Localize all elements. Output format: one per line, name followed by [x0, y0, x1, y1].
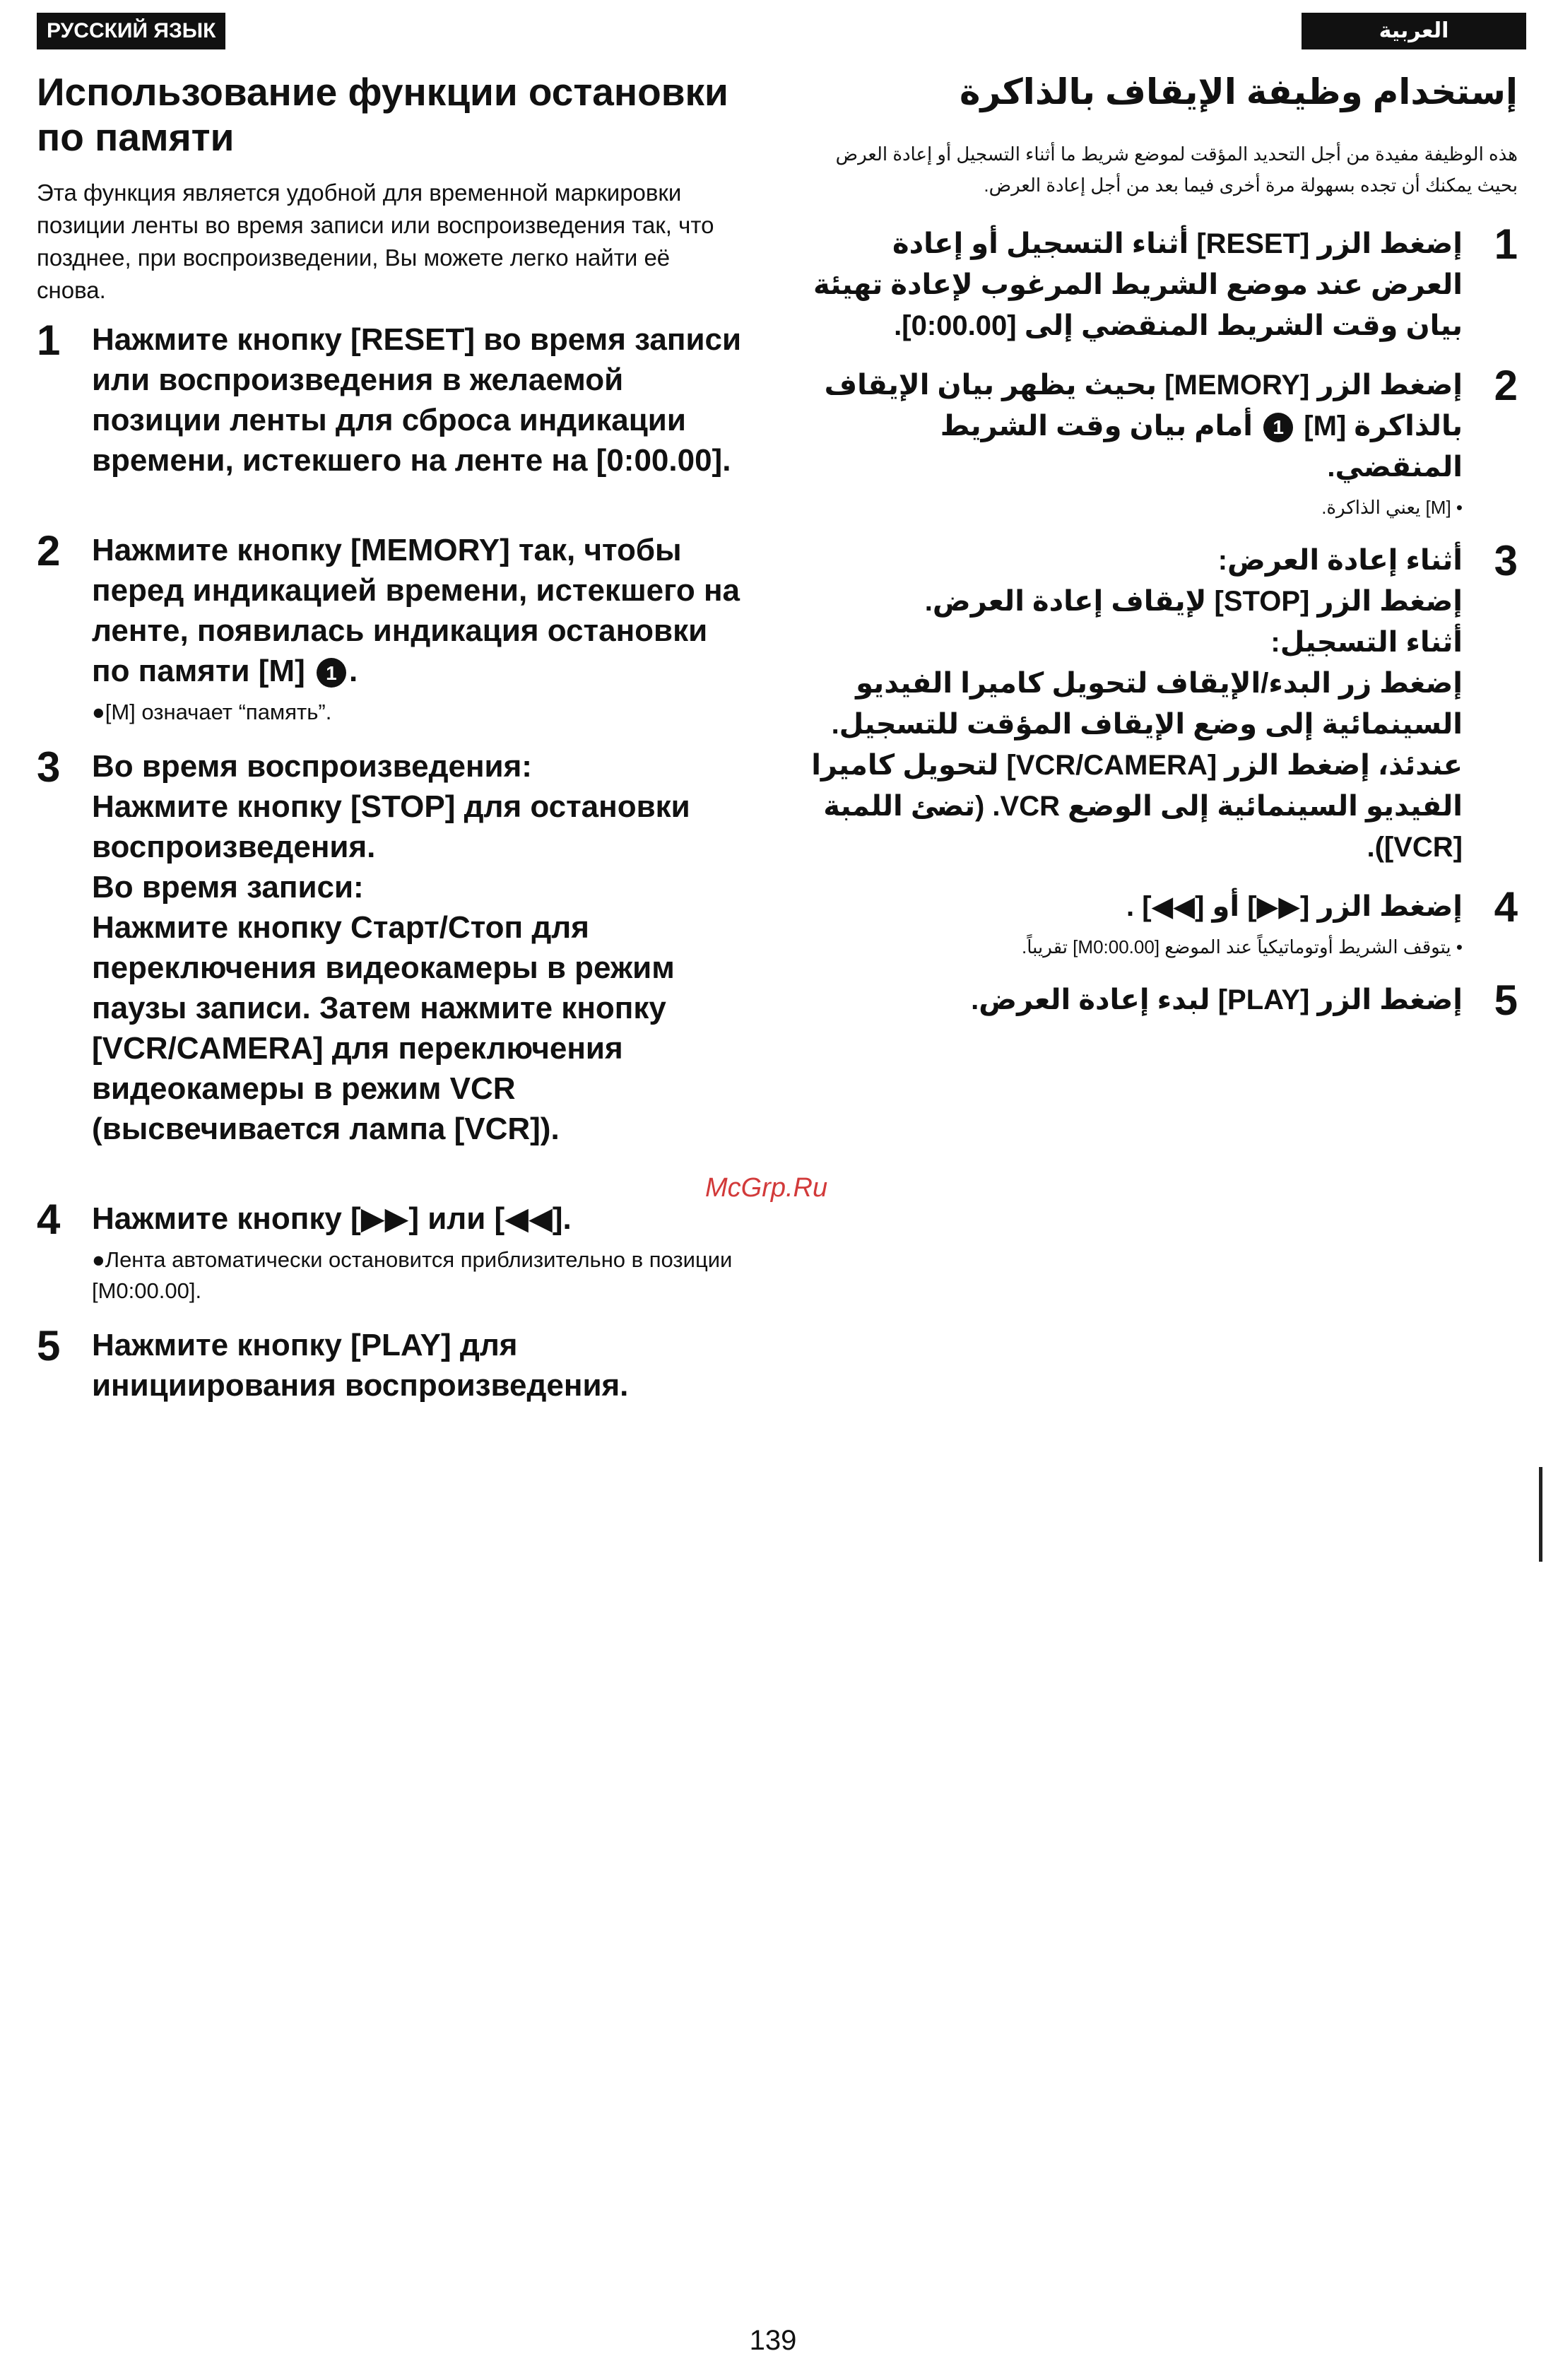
ru-step-number: 4: [37, 1196, 61, 1243]
ar-step-text: أثناء إعادة العرض: إضغط الزر [STOP] لإيقاف إعادة العرض. أثناء التسجيل: إضغط زر البدء/الإيقاف لتحويل كاميرا الفيديو السينمائية إلى وضع الإيقاف المؤقت للتسجيل. عندئذ، إضغط الزر [VCR/CAMERA] لتحويل كاميرا الفيديو السينمائية إلى الوضع VCR. (تضئ اللمبة [VCR]).: [811, 545, 1463, 863]
ar-step-number: 1: [1494, 220, 1518, 268]
ar-step-number: 2: [1494, 362, 1518, 409]
ru-step-number: 5: [37, 1322, 61, 1369]
ru-step-text: Нажмите кнопку [▶▶] или [◀◀].: [92, 1201, 572, 1236]
ar-step-body: [811, 223, 1463, 346]
ar-step-text-after: أمام بيان وقت الشريط المنقضي.: [940, 411, 1463, 483]
arabic-column: [811, 69, 1518, 1040]
ru-step-text: Во время воспроизведения: Нажмите кнопку [STOP] для остановки воспроизведения. Во время записи: Нажмите кнопку Старт/Стоп для переключения видеокамеры в режим паузы записи. Затем нажмите кнопку [VCR/CAMERA] для переключения видеокамеры в режим VCR (высвечивается лампа [VCR]).: [92, 749, 690, 1146]
ar-step-note: • يتوقف الشريط أوتوماتيكياً عند الموضع [M0:00.00] تقريباً.: [1022, 936, 1463, 958]
ru-step-2: [37, 527, 743, 728]
ru-step-note: ●[M] означает “память”.: [92, 700, 332, 724]
watermark: McGrp.Ru: [705, 1173, 828, 1203]
ru-step-number: 1: [37, 317, 61, 364]
ar-step-body: [811, 979, 1463, 1020]
ru-step-note: ●Лента автоматически остановится приблизительно в позиции [M0:00.00].: [92, 1247, 733, 1303]
ru-step-body: [92, 530, 743, 728]
ru-step-text: Нажмите кнопку [MEMORY] так, чтобы перед индикацией времени, истекшего на ленте, появилась индикация остановки по памяти [M] 1 .: [92, 533, 740, 688]
arabic-intro: هذه الوظيفة مفيدة من أجل التحديد المؤقت لموضع شريط ما أثناء التسجيل أو إعادة العرض بحيث يمكنك أن تجده بسهولة مرة أخرى فيما بعد من أجل إعادة العرض.: [835, 143, 1518, 196]
ru-step-1: [37, 319, 743, 481]
ru-step-4: [37, 1198, 743, 1307]
ru-step-body: [92, 1325, 743, 1406]
ru-step-number: 3: [37, 743, 61, 791]
russian-intro: Эта функция является удобной для временной маркировки позиции ленты во время записи или воспроизведения так, что позднее, при воспроизведении, Вы можете легко найти её снова.: [37, 179, 714, 303]
ar-step-5: [811, 979, 1518, 1022]
ar-step-3: [811, 537, 1518, 868]
ru-step-body: [92, 319, 743, 481]
ru-step-body: [92, 1198, 743, 1307]
ar-step-body: [811, 886, 1463, 961]
ru-step-text: Нажмите кнопку [RESET] во время записи или воспроизведения в желаемой позиции ленты для сброса индикации времени, истекшего на ленте на [0:00.00].: [92, 322, 742, 478]
language-badge-russian: РУССКИЙ ЯЗЫК: [37, 13, 225, 49]
page-number: 139: [749, 2325, 797, 2356]
ru-step-number: 2: [37, 527, 61, 575]
ar-step-body: [811, 540, 1463, 868]
russian-title: Использование функции остановки по памяти: [37, 70, 728, 159]
ar-step-2: [811, 362, 1518, 522]
ar-step-text: إضغط الزر [PLAY] لبدء إعادة العرض.: [971, 984, 1463, 1015]
circled-number-icon: 1: [1263, 413, 1293, 442]
language-badge-arabic: العربية: [1302, 13, 1526, 49]
ar-step-text: إضغط الزر [▶▶] أو [◀◀] .: [1126, 891, 1463, 922]
ar-step-1: [811, 220, 1518, 346]
ar-step-4: [811, 883, 1518, 961]
ar-step-number: 3: [1494, 537, 1518, 584]
ru-step-text-main: Нажмите кнопку [MEMORY] так, чтобы перед индикацией времени, истекшего на ленте, появилась индикация остановки по памяти [M]: [92, 533, 740, 688]
ru-step-3: [37, 743, 743, 1149]
russian-column: [37, 69, 743, 1424]
ar-step-text-before: إضغط الزر [MEMORY] بحيث يظهر بيان الإيقاف بالذاكرة [M]: [824, 370, 1463, 442]
ru-step-text: Нажмите кнопку [PLAY] для инициирования воспроизведения.: [92, 1328, 629, 1403]
ar-step-text: إضغط الزر [RESET] أثناء التسجيل أو إعادة العرض عند موضع الشريط المرغوب لإعادة تهيئة بيان وقت الشريط المنقضي إلى [0:00.00].: [813, 228, 1463, 341]
circled-number-icon: 1: [317, 658, 346, 688]
arabic-title: إستخدام وظيفة الإيقاف بالذاكرة: [959, 72, 1518, 112]
ar-step-number: 5: [1494, 977, 1518, 1024]
ru-step-body: [92, 746, 743, 1149]
ar-step-text: [811, 365, 1463, 488]
ar-step-note: • [M] يعني الذاكرة.: [1321, 497, 1463, 518]
ar-step-body: [811, 365, 1463, 522]
ru-step-5: [37, 1322, 743, 1406]
margin-line: [1539, 1467, 1542, 1562]
ar-step-number: 4: [1494, 883, 1518, 931]
